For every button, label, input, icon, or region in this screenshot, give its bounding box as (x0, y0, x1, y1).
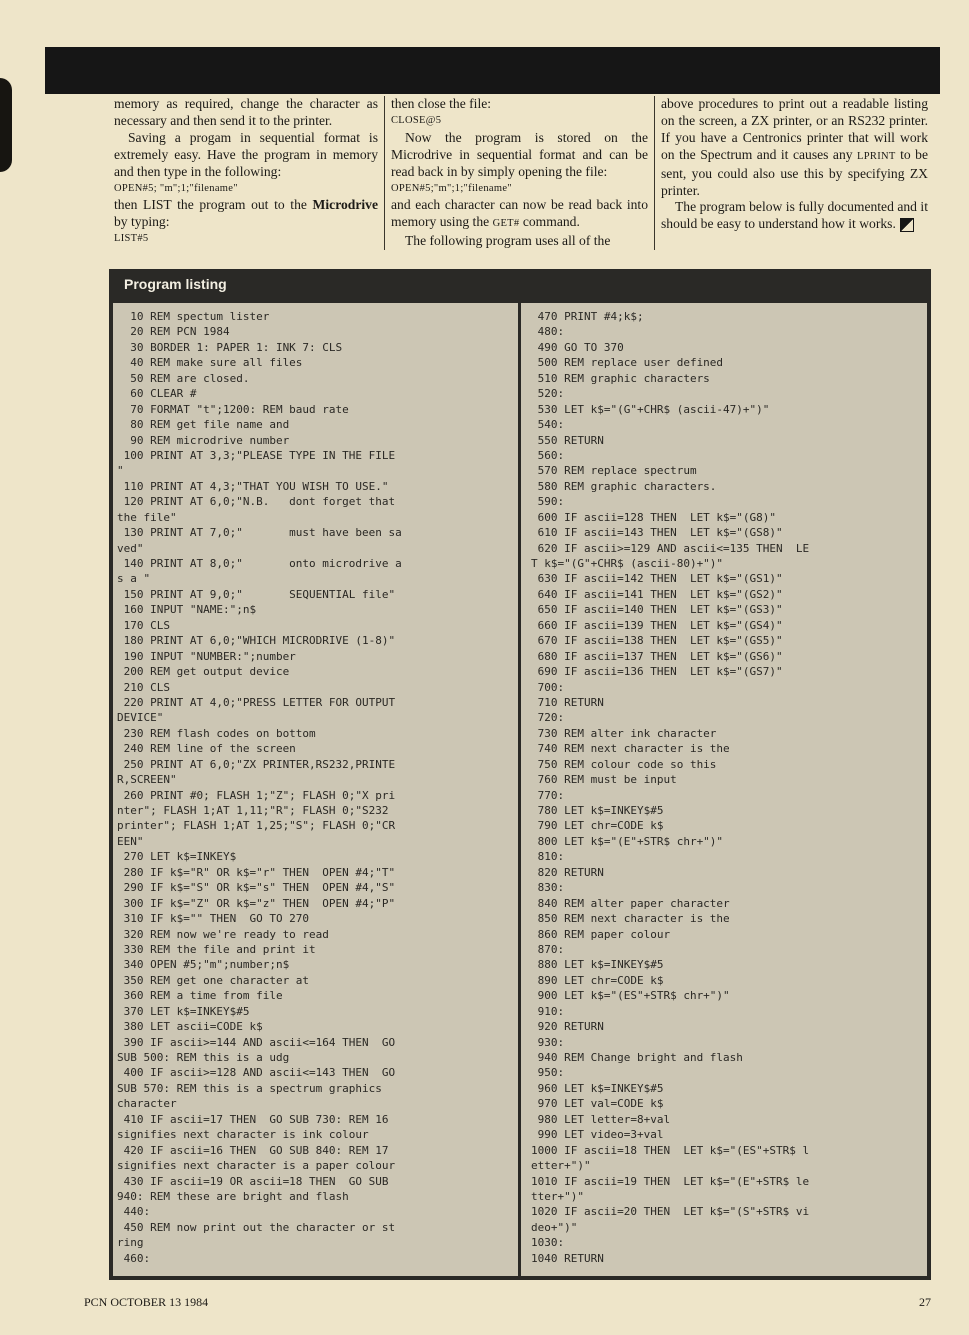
text-run: to be sent, you could also use this by specifying ZX printer. (661, 146, 929, 198)
code-line: 780 LET k$=INKEY$#5 (531, 804, 664, 817)
code-line: 670 IF ascii=138 THEN LET k$="(GS5)" (531, 634, 783, 648)
code-line: 870: (531, 942, 565, 956)
code-line: 570 REM replace spectrum (531, 464, 697, 478)
code-line: 20 REM PCN 1984 (117, 325, 230, 339)
code-line: 300 IF k$="Z" OR k$="z" THEN OPEN #4;"P" (117, 896, 396, 910)
code-line: 800 LET k$="(E"+STR$ chr+")" (531, 834, 724, 848)
code-line: 590: (531, 495, 565, 509)
code-line: tter+")" (531, 1189, 584, 1203)
code-line: 640 IF ascii=141 THEN LET k$="(GS2)" (531, 587, 783, 601)
article-text (108, 96, 934, 250)
code-line: 100 PRINT AT 3,3;"PLEASE TYPE IN THE FILE (117, 448, 396, 462)
code-line: 90 REM microdrive number (117, 433, 290, 447)
code-line: ring (117, 1236, 144, 1250)
text-run: and each character can now be read back into memory using the (391, 197, 648, 230)
code-line: 840 REM alter paper character (531, 896, 730, 910)
code-inline: GET# (492, 218, 520, 230)
code-line: 150 PRINT AT 9,0;" SEQUENTIAL file" (117, 587, 396, 601)
code-line: 580 REM graphic characters. (531, 479, 717, 493)
code-line: SUB 500: REM this is a udg (117, 1051, 290, 1064)
end-of-article-icon (900, 218, 914, 232)
paragraph: Now the program is stored on the Microdrive in sequential format and can be read back in by simply opening the file: (391, 129, 648, 179)
code-line: the file" (117, 510, 177, 524)
text-run: then LIST the program out to the (114, 197, 307, 213)
code-line: 970 LET val=CODE k$ (531, 1097, 664, 1111)
code-line: 940: REM these are bright and flash (117, 1189, 349, 1203)
text-run: by typing: (114, 214, 170, 230)
program-listing-box (109, 269, 931, 1280)
code-line: 850 REM next character is the (531, 912, 730, 926)
code-line: 60 CLEAR # (117, 387, 197, 401)
code-line: 550 RETURN (531, 433, 604, 447)
code-line: 360 REM a time from file (117, 989, 283, 1003)
code-line: 530 LET k$="(G"+CHR$ (ascii-47)+")" (531, 402, 770, 416)
page-footer (84, 1295, 939, 1310)
code-line: 250 PRINT AT 6,0;"ZX PRINTER,RS232,PRINTE (117, 757, 396, 771)
code-line: 900 LET k$="(ES"+STR$ chr+")" (531, 989, 730, 1003)
code-line: 950: (531, 1066, 565, 1080)
code-line: 330 REM the file and print it (117, 942, 316, 956)
code-line: SUB 570: REM this is a spectrum graphics (117, 1081, 382, 1095)
paragraph: The following program uses all of the (405, 233, 611, 249)
code-line: 1010 IF ascii=19 THEN LET k$="(E"+STR$ le (531, 1174, 810, 1188)
text-run: command. (519, 214, 580, 230)
code-line: 440: (117, 1205, 151, 1219)
code-line: 50 REM are closed. (117, 371, 250, 385)
code-line: 920 RETURN (531, 1020, 604, 1034)
code-line: 520: (531, 387, 565, 401)
code-line: 500 REM replace user defined (531, 356, 724, 370)
listing-body (113, 303, 927, 1276)
code-line: nter"; FLASH 1;AT 1,11;"R"; FLASH 0;"S232 (117, 804, 389, 817)
code-line: 170 CLS (117, 618, 170, 632)
code-line: 390 IF ascii>=144 AND ascii<=164 THEN GO (117, 1035, 396, 1049)
paragraph (661, 199, 928, 233)
text-column-1 (108, 96, 384, 250)
code-line: 140 PRINT AT 8,0;" onto microdrive a (117, 557, 402, 570)
code-line: DEVICE" (117, 711, 164, 725)
code-line: 980 LET letter=8+val (531, 1112, 671, 1126)
code-line: 380 LET ascii=CODE k$ (117, 1020, 263, 1034)
code-line: 80 REM get file name and (117, 418, 290, 432)
code-line: 890 LET chr=CODE k$ (531, 973, 664, 987)
code-line: 990 LET video=3+val (531, 1128, 664, 1142)
paragraph: memory as required, change the character as necessary and then send it to the printer. (114, 96, 378, 128)
code-line: 160 INPUT "NAME:";n$ (117, 603, 257, 617)
code-line: 370 LET k$=INKEY$#5 (117, 1004, 250, 1018)
code-line: 30 BORDER 1: PAPER 1: INK 7: CLS (117, 340, 343, 354)
code-line: R,SCREEN" (117, 773, 177, 787)
code-line: 760 REM must be input (531, 773, 677, 787)
code-line: 730 REM alter ink character (531, 726, 717, 740)
code-line: 700: (531, 680, 565, 694)
code-line: 960 LET k$=INKEY$#5 (531, 1081, 664, 1095)
code-line: signifies next character is ink colour (117, 1128, 369, 1142)
code-line: deo+")" (531, 1220, 578, 1234)
code-line: 260 PRINT #0; FLASH 1;"Z"; FLASH 0;"X pri (117, 788, 396, 802)
code-line: 880 LET k$=INKEY$#5 (531, 958, 664, 972)
code-line: 860 REM paper colour (531, 927, 671, 941)
code-line: 790 LET chr=CODE k$ (531, 819, 664, 833)
code-line: EEN" (117, 834, 144, 848)
code-line: 810: (531, 850, 565, 864)
code-line: T k$="(G"+CHR$ (ascii-80)+")" (531, 557, 724, 570)
paragraph (391, 197, 648, 233)
code-line: 280 IF k$="R" OR k$="r" THEN OPEN #4;"T" (117, 865, 396, 879)
code-line: 1040 RETURN (531, 1251, 604, 1265)
code-line: 650 IF ascii=140 THEN LET k$="(GS3)" (531, 603, 783, 617)
page-number: 27 (919, 1295, 931, 1309)
code-snippet: CLOSE@5 (391, 114, 442, 126)
code-line: 220 PRINT AT 4,0;"PRESS LETTER FOR OUTPUT (117, 695, 396, 709)
text-run: above procedures to print out a readable listing on the screen, a ZX printer, or an RS232 printer. If you have a Centronics printer that will work on the Spectrum and it causes any (661, 96, 928, 162)
code-line: 940 REM Change bright and flash (531, 1051, 743, 1064)
footer-publication: PCN OCTOBER 13 1984 (84, 1295, 209, 1309)
code-snippet: OPEN#5; "m";1;"filename" (114, 182, 238, 194)
code-line: 1030: (531, 1236, 565, 1250)
code-line: 1000 IF ascii=18 THEN LET k$="(ES"+STR$ l (531, 1143, 810, 1157)
code-line: 110 PRINT AT 4,3;"THAT YOU WISH TO USE." (117, 479, 389, 493)
code-line: etter+")" (531, 1159, 591, 1173)
code-line: 120 PRINT AT 6,0;"N.B. dont forget that (117, 495, 396, 509)
code-line: 290 IF k$="S" OR k$="s" THEN OPEN #4,"S" (117, 881, 396, 895)
code-line: 600 IF ascii=128 THEN LET k$="(G8)" (531, 510, 777, 524)
code-line: 190 INPUT "NUMBER:";number (117, 649, 296, 663)
code-line: 690 IF ascii=136 THEN LET k$="(GS7)" (531, 665, 783, 679)
code-line: 340 OPEN #5;"m";number;n$ (117, 958, 290, 972)
code-line: character (117, 1097, 177, 1111)
text-column-3 (654, 96, 934, 250)
code-column-right (521, 303, 927, 1276)
code-line: 270 LET k$=INKEY$ (117, 850, 237, 864)
code-line: 750 REM colour code so this (531, 757, 717, 771)
code-column-left (113, 303, 521, 1276)
code-line: 240 REM line of the screen (117, 742, 296, 756)
code-line: 470 PRINT #4;k$; (531, 310, 644, 323)
header-bar (45, 47, 940, 94)
code-line: 430 IF ascii=19 OR ascii=18 THEN GO SUB (117, 1174, 389, 1188)
code-line: 40 REM make sure all files (117, 356, 303, 370)
code-line: 770: (531, 788, 565, 802)
text-run: The program below is fully documented and it should be easy to understand how it works. (661, 199, 928, 232)
paragraph (661, 96, 928, 199)
code-line: 1020 IF ascii=20 THEN LET k$="(S"+STR$ vi (531, 1205, 810, 1219)
code-line: 490 GO TO 370 (531, 340, 624, 354)
page-edge-tab (0, 78, 12, 172)
code-line: 820 RETURN (531, 865, 604, 879)
code-line: 560: (531, 448, 565, 462)
code-line: 620 IF ascii>=129 AND ascii<=135 THEN LE (531, 541, 810, 555)
code-line: 930: (531, 1035, 565, 1049)
code-line: 210 CLS (117, 680, 170, 694)
text-run: then close the file: (391, 96, 492, 111)
code-line: 10 REM spectum lister (117, 310, 270, 323)
code-line: 200 REM get output device (117, 665, 290, 679)
code-line: 230 REM flash codes on bottom (117, 726, 316, 740)
code-line: 480: (531, 325, 565, 339)
code-line: 540: (531, 418, 565, 432)
code-snippet: OPEN#5;"m";1;"filename" (391, 182, 512, 194)
code-line: 320 REM now we're ready to read (117, 927, 329, 941)
code-line: ved" (117, 541, 144, 555)
code-line: 450 REM now print out the character or st (117, 1220, 396, 1234)
code-line: 910: (531, 1004, 565, 1018)
code-line: 410 IF ascii=17 THEN GO SUB 730: REM 16 (117, 1112, 389, 1126)
code-line: 420 IF ascii=16 THEN GO SUB 840: REM 17 (117, 1143, 389, 1157)
code-line: 630 IF ascii=142 THEN LET k$="(GS1)" (531, 572, 783, 586)
code-line: 400 IF ascii>=128 AND ascii<=143 THEN GO (117, 1066, 396, 1080)
listing-title: Program listing (109, 269, 931, 299)
bold-text: Microdrive (312, 197, 378, 213)
code-inline: LPRINT (857, 150, 896, 162)
code-line: 710 RETURN (531, 695, 604, 709)
code-line: printer"; FLASH 1;AT 1,25;"S"; FLASH 0;"CR (117, 819, 396, 833)
code-line: 350 REM get one character at (117, 973, 310, 987)
text-column-2 (384, 96, 654, 250)
code-line: signifies next character is a paper colour (117, 1159, 396, 1173)
code-line: 680 IF ascii=137 THEN LET k$="(GS6)" (531, 649, 783, 663)
code-line: 460: (117, 1251, 151, 1265)
code-line: 740 REM next character is the (531, 742, 730, 756)
code-line: 70 FORMAT "t";1200: REM baud rate (117, 402, 349, 416)
code-line: 510 REM graphic characters (531, 371, 710, 385)
code-line: " (117, 464, 124, 478)
code-line: 830: (531, 881, 565, 895)
code-line: 130 PRINT AT 7,0;" must have been sa (117, 526, 402, 540)
code-line: 310 IF k$="" THEN GO TO 270 (117, 912, 310, 926)
paragraph: Saving a progam in sequential format is extremely easy. Have the program in memory and then type in the following: (114, 129, 378, 179)
code-line: s a " (117, 572, 151, 586)
code-line: 180 PRINT AT 6,0;"WHICH MICRODRIVE (1-8)" (117, 634, 396, 648)
code-line: 660 IF ascii=139 THEN LET k$="(GS4)" (531, 618, 783, 632)
code-snippet: LIST#5 (114, 233, 149, 245)
code-line: 720: (531, 711, 565, 725)
code-line: 610 IF ascii=143 THEN LET k$="(GS8)" (531, 526, 783, 540)
